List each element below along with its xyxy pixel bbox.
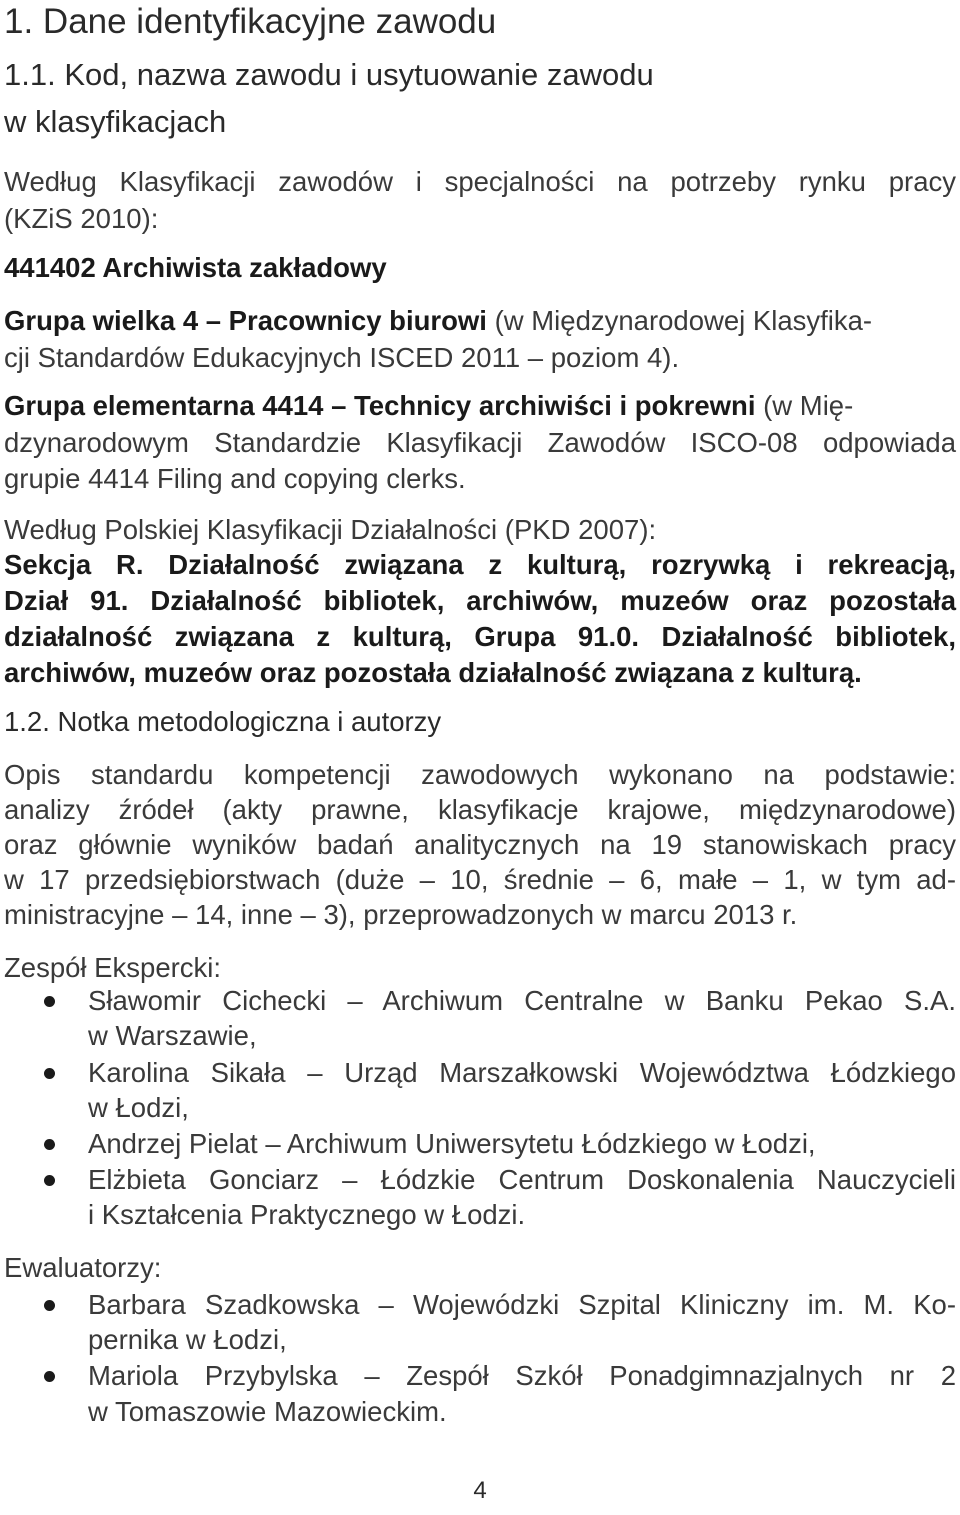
expert-4-line-1: Elżbieta Gonciarz – Łódzkie Centrum Doskonalenia Nauczycieli	[88, 1164, 956, 1195]
expert-1-line-1: Sławomir Cichecki – Archiwum Centralne w Banku Pekao S.A.	[88, 985, 956, 1016]
document-page	[4, 0, 956, 1515]
pkd-line-2: Dział 91. Działalność bibliotek, archiwów, muzeów oraz pozostała	[4, 585, 956, 616]
method-line-2: analizy źródeł (akty prawne, klasyfikacje krajowe, międzynarodowe)	[4, 794, 956, 825]
isced-group-bold: Grupa wielka 4 – Pracownicy biurowi	[4, 305, 487, 336]
isco-line-1-rest: (w Mię-	[755, 390, 854, 421]
bullet-icon	[44, 996, 55, 1007]
bullet-icon	[44, 1371, 55, 1382]
evaluator-1-line-2: pernika w Łodzi,	[88, 1324, 287, 1355]
isced-line-2: cji Standardów Edukacyjnych ISCED 2011 – poziom 4).	[4, 342, 680, 373]
isco-group-bold: Grupa elementarna 4414 – Technicy archiwiści i pokrewni	[4, 390, 756, 421]
bullet-icon	[44, 1068, 55, 1079]
method-line-1: Opis standardu kompetencji zawodowych wykonano na podstawie:	[4, 759, 956, 790]
kzis-intro-line-2: (KZiS 2010):	[4, 203, 159, 234]
isced-line-1	[4, 303, 956, 339]
pkd-line-3: działalność związana z kulturą, Grupa 91.0. Działalność bibliotek,	[4, 621, 956, 652]
subsection-heading-line-2: w klasyfikacjach	[4, 104, 227, 139]
subsection-heading-line-1: 1.1. Kod, nazwa zawodu i usytuowanie zawodu	[4, 57, 654, 92]
occupation-code-name: 441402 Archiwista zakładowy	[4, 252, 387, 283]
expert-1-line-2: w Warszawie,	[88, 1020, 257, 1051]
evaluator-2-line-2: w Tomaszowie Mazowieckim.	[88, 1396, 447, 1427]
isced-line-1-rest: (w Międzynarodowej Klasyfika-	[486, 305, 873, 336]
isco-line-1	[4, 388, 956, 424]
expert-4-line-2: i Kształcenia Praktycznego w Łodzi.	[88, 1199, 526, 1230]
section-heading: 1. Dane identyfikacyjne zawodu	[4, 2, 497, 41]
pkd-intro: Według Polskiej Klasyfikacji Działalności (PKD 2007):	[4, 514, 657, 545]
isco-line-3: grupie 4414 Filing and copying clerks.	[4, 463, 466, 494]
page-number: 4	[473, 1477, 487, 1504]
expert-2-line-2: w Łodzi,	[88, 1092, 189, 1123]
method-line-5: ministracyjne – 14, inne – 3), przeprowadzonych w marcu 2013 r.	[4, 899, 798, 930]
isco-line-2: dzynarodowym Standardzie Klasyfikacji Zawodów ISCO-08 odpowiada	[4, 427, 956, 458]
pkd-line-1: Sekcja R. Działalność związana z kulturą, rozrywką i rekreacją,	[4, 549, 956, 580]
pkd-line-4: archiwów, muzeów oraz pozostała działalność związana z kulturą.	[4, 657, 862, 688]
expert-2-line-1: Karolina Sikała – Urząd Marszałkowski Województwa Łódzkiego	[88, 1057, 956, 1088]
method-line-4: w 17 przedsiębiorstwach (duże – 10, średnie – 6, małe – 1, w tym ad-	[4, 864, 956, 895]
kzis-intro-line-1: Według Klasyfikacji zawodów i specjalności na potrzeby rynku pracy	[4, 166, 956, 197]
bullet-icon	[44, 1300, 55, 1311]
evaluators-label: Ewaluatorzy:	[4, 1252, 162, 1283]
method-line-3: oraz głównie wyników badań analitycznych na 19 stanowiskach pracy	[4, 829, 956, 860]
experts-label: Zespół Ekspercki:	[4, 952, 222, 983]
bullet-icon	[44, 1175, 55, 1186]
methodology-heading: 1.2. Notka metodologiczna i autorzy	[4, 706, 442, 737]
evaluator-1-line-1: Barbara Szadkowska – Wojewódzki Szpital Kliniczny im. M. Ko-	[88, 1289, 956, 1320]
expert-3-line-1: Andrzej Pielat – Archiwum Uniwersytetu Łódzkiego w Łodzi,	[88, 1128, 816, 1159]
evaluator-2-line-1: Mariola Przybylska – Zespół Szkół Ponadgimnazjalnych nr 2	[88, 1360, 956, 1391]
bullet-icon	[44, 1139, 55, 1150]
